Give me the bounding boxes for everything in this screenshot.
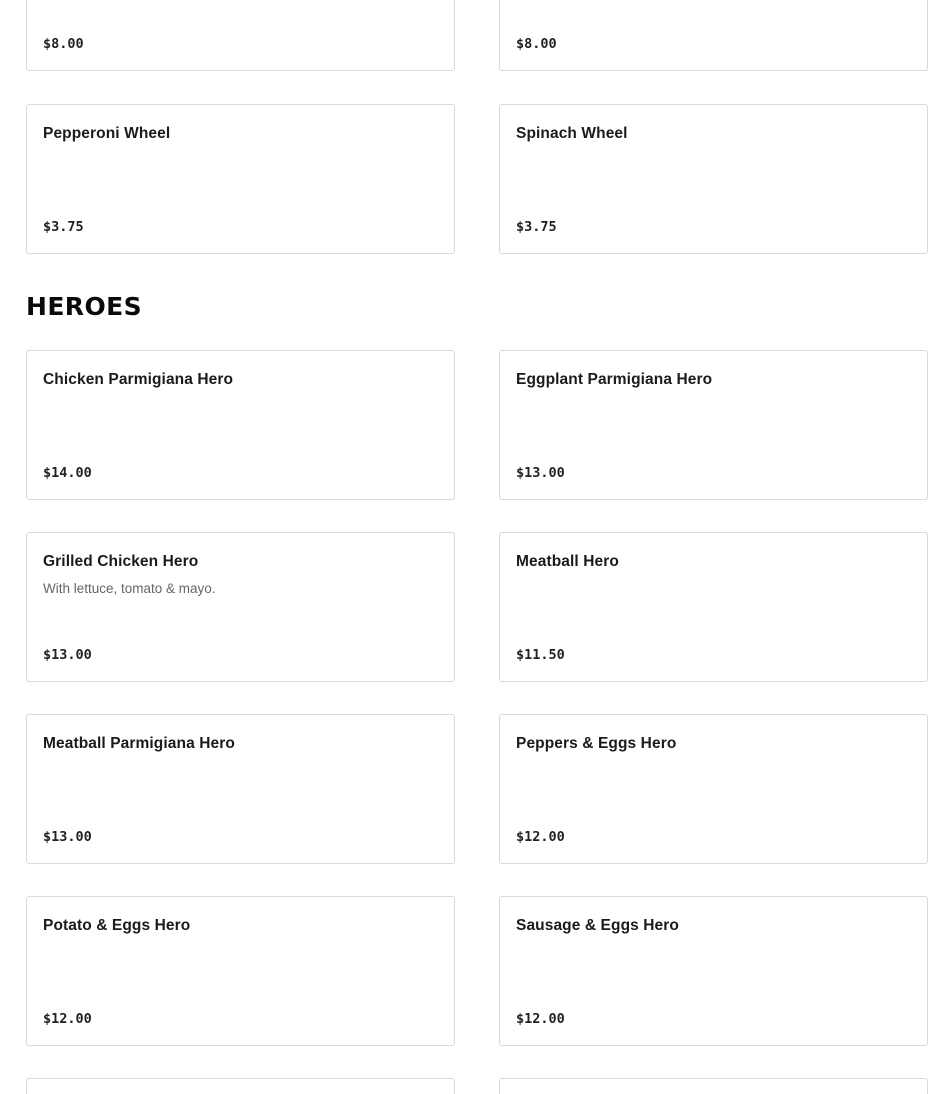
menu-item-price: $8.00 xyxy=(43,36,84,52)
menu-item-price: $3.75 xyxy=(43,219,84,235)
menu-item-price: $13.00 xyxy=(43,829,92,845)
menu-item-name: Sausage & Eggs Hero xyxy=(516,917,679,934)
menu-item-price: $11.50 xyxy=(516,647,565,663)
menu-item-name: Chicken Parmigiana Hero xyxy=(43,371,234,388)
menu-item-price: $12.00 xyxy=(516,829,565,845)
menu-item-card[interactable] xyxy=(499,104,928,254)
menu-item-name: Grilled Chicken Hero xyxy=(43,553,199,570)
menu-item-price: $13.00 xyxy=(516,465,565,481)
menu-item-price: $3.75 xyxy=(516,219,557,235)
menu-item-name: Meatball Hero xyxy=(516,553,619,570)
menu-item-name: Spinach Wheel xyxy=(516,125,628,142)
menu-item-price: $12.00 xyxy=(516,1011,565,1027)
menu-item-price: $12.00 xyxy=(43,1011,92,1027)
menu-item-name: Pepperoni Wheel xyxy=(43,125,171,142)
menu-item-card[interactable] xyxy=(26,104,455,254)
menu-item-price: $13.00 xyxy=(43,647,92,663)
menu-item-name: Meatball Parmigiana Hero xyxy=(43,735,235,752)
menu-item-card[interactable] xyxy=(26,714,455,864)
menu-item-card[interactable] xyxy=(499,0,928,71)
menu-item-price: $8.00 xyxy=(516,36,557,52)
menu-item-card[interactable] xyxy=(499,532,928,682)
menu-item-card[interactable] xyxy=(26,896,455,1046)
menu-item-card[interactable] xyxy=(26,350,455,500)
menu-item-card[interactable] xyxy=(499,896,928,1046)
menu-item-card[interactable] xyxy=(499,350,928,500)
section-title-heroes: HEROES xyxy=(26,292,142,321)
menu-item-card[interactable] xyxy=(26,1078,455,1094)
menu-item-price: $14.00 xyxy=(43,465,92,481)
menu-item-card[interactable] xyxy=(26,532,455,682)
menu-item-name: Eggplant Parmigiana Hero xyxy=(516,371,713,388)
menu-item-name: Peppers & Eggs Hero xyxy=(516,735,677,752)
menu-item-card[interactable] xyxy=(499,714,928,864)
menu-item-name: Potato & Eggs Hero xyxy=(43,917,191,934)
menu-item-card[interactable] xyxy=(26,0,455,71)
menu-item-card[interactable] xyxy=(499,1078,928,1094)
menu-item-description: With lettuce, tomato & mayo. xyxy=(43,581,216,596)
